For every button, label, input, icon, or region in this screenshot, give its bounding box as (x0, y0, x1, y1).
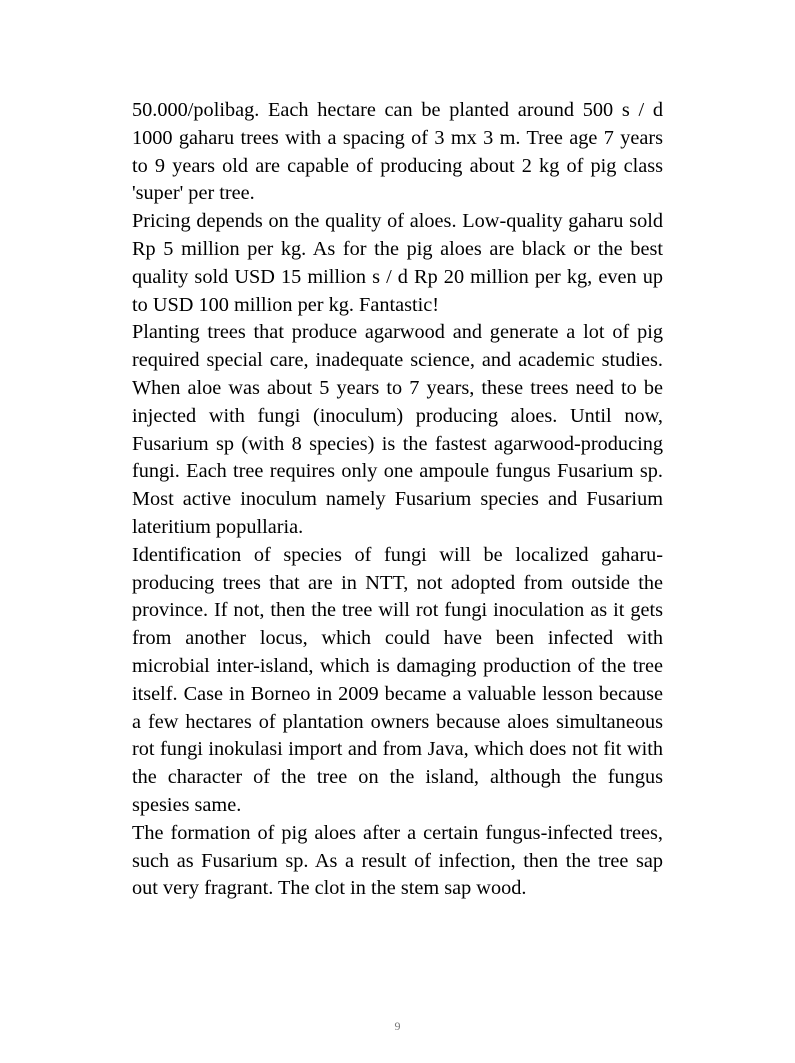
page-number: 9 (394, 1019, 401, 1033)
paragraph-5: The formation of pig aloes after a certain fungus-infected trees, such as Fusarium sp. As a result of infection, then the tree sap out very fragrant. The clot in the stem sap wood. (132, 821, 663, 900)
page-body (132, 97, 663, 903)
paragraph-4: Identification of species of fungi will be localized gaharu-producing trees that are in NTT, not adopted from outside the province. If not, then the tree will rot fungi inoculation as it gets from another locus, which could have been infected with microbial inter-island, which is damaging production of the tree itself. Case in Borneo in 2009 became a valuable lesson because a few hectares of plantation owners because aloes simultaneous rot fungi inokulasi import and from Java, which does not fit with the character of the tree on the island, although the fungus spesies same. (132, 543, 663, 816)
paragraph-1: 50.000/polibag. Each hectare can be planted around 500 s / d 1000 gaharu trees with a spacing of 3 mx 3 m. Tree age 7 years to 9 years old are capable of producing about 2 kg of pig class 'super' per tree. (132, 99, 663, 205)
paragraph-2: Pricing depends on the quality of aloes. Low-quality gaharu sold Rp 5 million per kg. As for the pig aloes are black or the best quality sold USD 15 million s / d Rp 20 million per kg, even up to USD 100 million per kg. Fantastic! (132, 210, 663, 316)
paragraph-3: Planting trees that produce agarwood and generate a lot of pig required special care, inadequate science, and academic studies. When aloe was about 5 years to 7 years, these trees need to be injected with fungi (inoculum) producing aloes. Until now, Fusarium sp (with 8 species) is the fastest agarwood-producing fungi. Each tree requires only one ampoule fungus Fusarium sp. Most active inoculum namely Fusarium species and Fusarium lateritium popullaria. (132, 321, 663, 538)
